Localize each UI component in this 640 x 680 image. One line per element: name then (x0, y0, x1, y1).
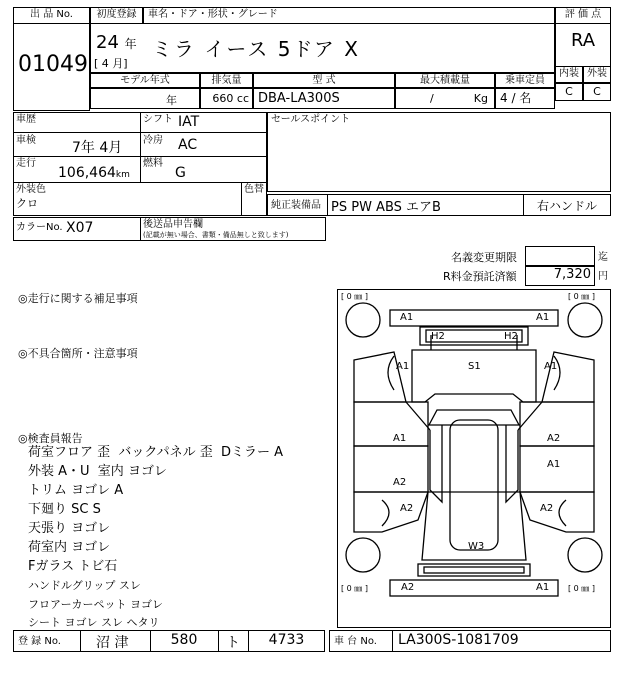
lot-number-value: 01049 (18, 52, 88, 77)
ac-label: 冷房 (143, 135, 163, 146)
recycle-unit: 円 (598, 271, 608, 282)
max-load-label: 最大積載量 (395, 73, 495, 88)
damage-mark: H2 (504, 331, 518, 342)
inspector-note-line: フロアーカーペット ヨゴレ (28, 598, 163, 611)
inspector-note-line: ハンドルグリップ スレ (28, 579, 141, 592)
exterior-value: C (583, 83, 611, 101)
tire-depth-rear-left: [ 0 ㎜ ] (341, 584, 368, 593)
equipment-label: 純正装備品 (271, 200, 321, 211)
mileage-number: 106,464 (58, 165, 116, 181)
name-change-label: 名義変更期限 (451, 251, 517, 264)
car-diagram-svg (338, 290, 610, 627)
defect-notes-label: ◎不具合箇所・注意事項 (18, 347, 138, 360)
inspection-label: 車検 (16, 135, 36, 146)
first-reg-year-value: 24 (96, 32, 119, 53)
max-load-slash: / (430, 92, 434, 105)
displacement-label: 排気量 (200, 73, 253, 88)
inspector-note-line: 荷室フロア 歪 バックパネル 歪 Dミラー A (28, 445, 284, 460)
first-reg-year (96, 32, 137, 53)
damage-mark: A1 (544, 361, 558, 372)
damage-mark: A2 (400, 503, 414, 514)
mileage-label: 走行 (16, 158, 36, 169)
damage-mark: A1 (400, 312, 414, 323)
vehicle-name-value: ミラ イース 5ドア X (152, 37, 360, 61)
interior-label: 内装 (555, 66, 583, 83)
steering-value: 右ハンドル (536, 199, 597, 213)
inspector-note-line: トリム ヨゴレ A (28, 483, 124, 498)
chassis-label: 車 台 No. (334, 636, 377, 647)
grade-value: RA (570, 30, 596, 51)
type-label: 型 式 (253, 73, 395, 88)
model-year-label: モデル年式 (90, 73, 200, 88)
driving-notes-label: ◎走行に関する補足事項 (18, 292, 138, 305)
capacity-value: 4 / 名 (495, 88, 555, 109)
capacity-label: 乗車定員 (495, 73, 555, 88)
name-change-unit: 迄 (598, 252, 608, 263)
color-no-value: X07 (66, 220, 94, 236)
damage-mark: S1 (468, 361, 481, 372)
damage-mark: A2 (393, 477, 407, 488)
car-diagram (337, 289, 611, 628)
inspector-note-line: 天張り ヨゴレ (28, 521, 111, 536)
sales-point-label: セールスポイント (271, 114, 351, 125)
recycle-label: R料金預託済額 (443, 270, 517, 283)
inspector-note-line: 荷室内 ヨゴレ (28, 540, 111, 555)
exterior-color-value: クロ (16, 197, 38, 210)
interior-value: C (555, 83, 583, 101)
shift-value: IAT (178, 114, 200, 130)
damage-mark: A2 (540, 503, 554, 514)
damage-mark: A2 (401, 582, 415, 593)
first-reg-month: [ 4 月] (94, 57, 128, 70)
mileage-unit: km (115, 170, 130, 180)
history-label: 車歴 (16, 114, 36, 125)
registration-area: 沼 津 (96, 635, 129, 651)
type-value: DBA-LA300S (253, 88, 395, 109)
damage-mark: A1 (393, 433, 407, 444)
post-report-label: 後送品申告欄 (143, 219, 203, 230)
model-year-text: 年 (166, 94, 177, 107)
mileage-value (58, 165, 130, 181)
equipment-value: PS PW ABS エアB (331, 200, 441, 215)
registration-label: 登 録 No. (18, 636, 61, 647)
tire-depth-front-right: [ 0 ㎜ ] (568, 292, 595, 301)
tire-depth-front-left: [ 0 ㎜ ] (341, 292, 368, 301)
inspector-note-line: 下廻り SC S (28, 502, 101, 517)
damage-mark: A1 (536, 312, 550, 323)
exterior-color-label: 外装色 (16, 184, 46, 195)
inspector-note-line: Fガラス トビ石 (28, 559, 118, 574)
damage-mark: H2 (431, 331, 445, 342)
vehicle-name-label: 車名・ドア・形状・グレード (143, 7, 555, 24)
inspector-notes-label: ◎検査員報告 (18, 432, 83, 445)
fuel-label: 燃料 (143, 158, 163, 169)
lot-number-label: 出 品 No. (13, 7, 90, 24)
recycle-value: 7,320 (553, 267, 591, 282)
color-no-label: カラーNo. (16, 222, 63, 233)
tire-depth-rear-right: [ 0 ㎜ ] (568, 584, 595, 593)
damage-mark: A1 (396, 361, 410, 372)
color-change-label: 色替 (244, 184, 264, 195)
first-reg-label: 初度登録 (90, 7, 143, 24)
damage-mark: A1 (547, 459, 561, 470)
displacement-value: 660 cc (200, 88, 253, 109)
grade-label: 評 価 点 (555, 7, 611, 24)
chassis-value: LA300S-1081709 (398, 632, 519, 648)
ac-value: AC (178, 137, 198, 153)
model-year-value (90, 88, 200, 109)
damage-mark: A1 (536, 582, 550, 593)
shift-label: シフト (143, 114, 173, 125)
exterior-label: 外装 (583, 66, 611, 83)
post-report-note: (記載が無い場合、書類・備品無しと致します) (143, 231, 289, 239)
first-reg-year-unit: 年 (124, 37, 137, 51)
max-load-unit: Kg (473, 92, 488, 105)
damage-mark: A2 (547, 433, 561, 444)
fuel-value: G (175, 165, 186, 181)
inspector-note-line: シート ヨゴレ スレ ヘタリ (28, 616, 160, 629)
registration-number: 4733 (268, 632, 305, 648)
name-change-box (525, 246, 595, 266)
inspector-note-line: 外装 A・U 室内 ヨゴレ (28, 464, 167, 479)
registration-class: 580 (170, 632, 198, 648)
registration-kana: ト (226, 635, 240, 651)
max-load-value (395, 88, 495, 109)
inspection-value: 7年 4月 (72, 140, 123, 156)
damage-mark: W3 (468, 541, 485, 552)
